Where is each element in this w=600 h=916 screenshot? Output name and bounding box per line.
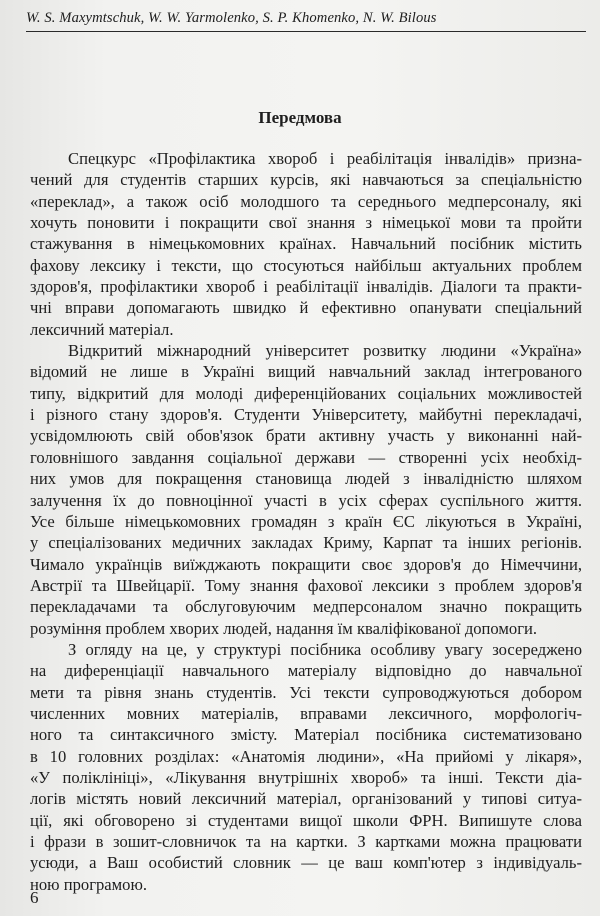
text-line: в 10 головних розділах: «Анатомія людини», «На прийомі у лікаря», [30,746,582,766]
text-line: Спецкурс «Профілактика хвороб і реабілітація інвалідів» призна- [68,149,582,168]
text-line: чений для студентів старших курсів, які навчаються за спеціальністю [30,170,582,190]
text-line: ції, які обговорено зі студентами вищої школи ФРН. Випишуте слова [30,810,582,830]
text-line: перекладачами та обслуговуючим медперсоналом значно покращить [30,597,582,617]
text-line: чні вправи допомагають швидко й ефективно опанувати спеціальний [30,298,582,318]
text-line: усвідомлюють свій обов'язок брати активну участь у виконанні най- [30,426,582,446]
text-line: численних мовних матеріалів, вправами лексичного, морфологіч- [30,703,582,723]
text-line: хочуть поновити і покращити свої знання з німецької мови та пройти [30,213,582,233]
paragraph [30,340,582,639]
text-line: усюди, а Ваш особистий словник — це ваш комп'ютер з індивідуаль- [30,853,582,873]
page-number: 6 [30,888,39,907]
running-header [26,10,586,32]
text-line: здоров'я, профілактики хвороб і реабілітації інвалідів. Діалоги та практи- [30,277,582,297]
text-line: фахову лексику і тексти, що стосуються найбільш актуальних проблем [30,255,582,275]
text-line: Відкритий міжнародний університет розвитку людини «Україна» [68,341,582,361]
text-line: і різного стану здоров'я. Студенти Університету, майбутні перекладачі, [30,405,582,425]
paragraph [30,148,582,340]
page-title: Передмова [258,108,342,127]
text-line: відомий не лише в Україні вищий навчальний заклад інтегрованого [30,362,582,382]
text-line: «У поліклініці», «Лікування внутрішніх хвороб» та інші. Тексти діа- [30,767,582,787]
text-line: і фрази в зошит-словничок та на картки. З картками можна працювати [30,832,582,851]
text-line: Усе більше німецькомовних громадян з країн ЄС лікуються в Україні, [30,511,582,531]
text-line: Чимало українців виїжджають покращити своє здоров'я до Німеччини, [30,554,582,574]
text-line: у спеціалізованих медичних закладах Криму, Карпат та інших регіонів. [30,533,582,553]
text-line: типу, відкритий для молоді диференційованих соціальних можливостей [30,383,582,403]
text-line: ного та синтаксичного змісту. Матеріал посібника систематизовано [30,725,582,745]
text-line: ною програмою. [30,874,148,894]
text-line: них умов для покращення становища людей з інвалідністю шляхом [30,469,582,489]
text-line: розуміння проблем хворих людей, надання їм кваліфікованої допомоги. [30,618,538,638]
text-line: залучення їх до повноцінної участі в усіх сферах суспільного життя. [30,490,582,510]
text-line: логів містять новий лексичний матеріал, організований у типові ситуа- [30,789,582,809]
text-line: на диференціації навчального матеріалу відповідно до навчальної [30,661,582,681]
text-line: «переклад», а також осіб молодшого та середнього медперсоналу, які [30,191,582,211]
text-line: З огляду на це, у структурі посібника особливу увагу зосереджено [68,639,582,659]
preface-body [30,148,582,895]
text-line: головнішого завдання соціальної держави — створенні усіх необхід- [30,447,582,467]
running-header-authors: W. S. Maxymtschuk, W. W. Yarmolenko, S. P. Khomenko, N. W. Bilous [26,10,437,26]
paragraph [30,639,582,895]
text-line: мети та рівня знань студентів. Усі тексти супроводжуються добором [30,682,582,702]
text-line: стажування в німецькомовних країнах. Навчальний посібник містить [30,234,582,254]
text-line: лексичний матеріал. [30,319,174,339]
text-line: Австрії та Швейцарії. Тому знання фахової лексики з проблем здоров'я [30,575,582,595]
